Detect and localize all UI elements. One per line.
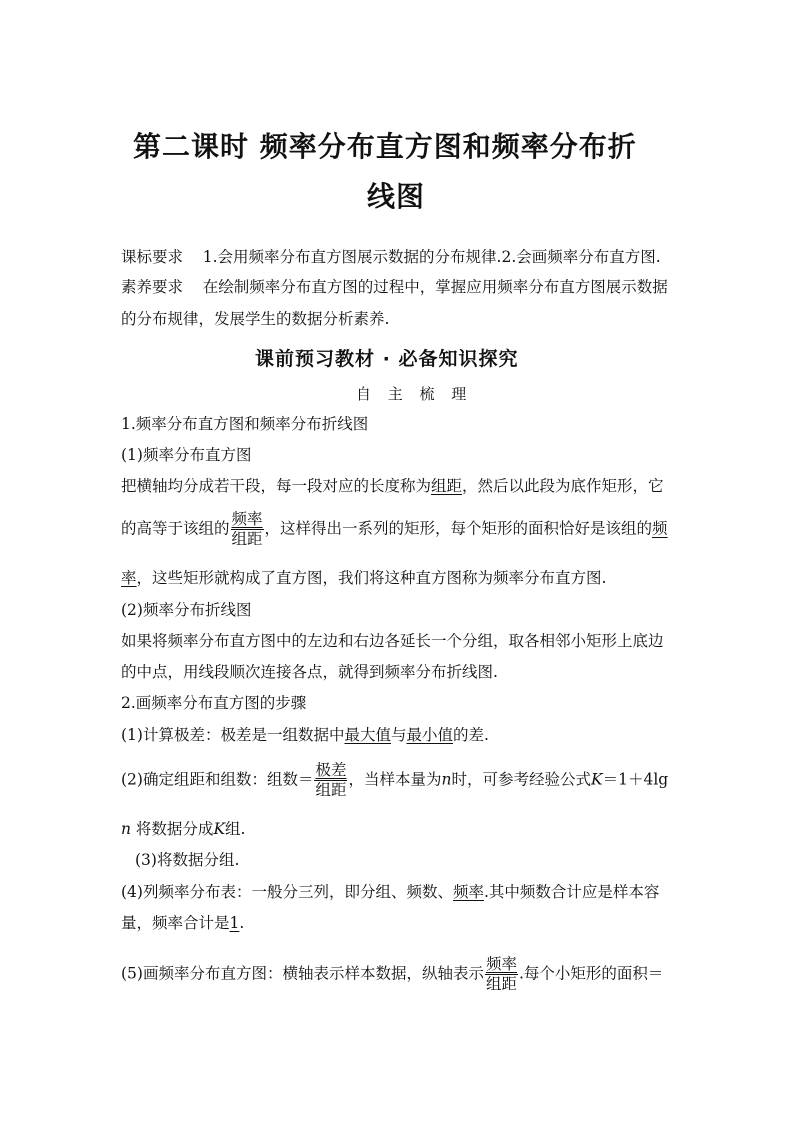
requirement-line-1 <box>121 247 661 267</box>
text-span: 的差. <box>453 726 489 744</box>
answer-blank: 1 <box>229 914 240 932</box>
s1-paragraph-line-2 <box>121 510 668 549</box>
fraction-denominator: 组距 <box>485 975 517 993</box>
text-span: 的高等于该组的 <box>121 519 230 538</box>
page-title-line1: 第二课时 频率分布直方图和频率分布折 <box>133 130 637 163</box>
fraction-freq-over-width <box>485 955 518 994</box>
variable-k: K <box>213 820 226 838</box>
text-span: 组. <box>225 820 246 838</box>
text-span: ，这样得出一系列的矩形，每个矩形的面积恰好是该组的 <box>264 519 653 538</box>
text-span: . <box>239 914 245 932</box>
text-span: .每个小矩形的面积＝ <box>518 964 664 983</box>
s2-step-2 <box>121 761 668 800</box>
answer-blank: 组距 <box>431 477 463 495</box>
fraction-denominator: 组距 <box>231 530 263 548</box>
s2-step-4-cont <box>121 913 244 933</box>
requirement-text: 1.会用频率分布直方图展示数据的分布规律.2.会画频率分布直方图. <box>202 248 661 266</box>
variable-n: n <box>121 820 131 838</box>
page-title-line2: 线图 <box>367 180 426 213</box>
variable-k: K <box>591 770 603 789</box>
text-span: 把横轴均分成若干段，每一段对应的长度称为 <box>121 477 432 495</box>
s1-paragraph-line-1 <box>121 476 664 496</box>
text-span: ，当样本量为 <box>348 770 442 789</box>
literacy-line-1 <box>121 277 668 297</box>
fraction-numerator: 频率 <box>485 955 517 973</box>
fraction-numerator: 频率 <box>231 510 263 528</box>
s2-step-2-cont <box>121 819 245 839</box>
fraction-freq-over-width <box>231 510 264 549</box>
section-title: 课前预习教材 · 必备知识探究 <box>255 348 519 370</box>
answer-blank: 最大值 <box>344 726 391 744</box>
subsection-title: 自 主 梳 理 <box>356 385 473 403</box>
requirement-label: 课标要求 <box>121 248 184 266</box>
answer-blank: 频 <box>652 519 668 538</box>
text-span: 时，可参考经验公式 <box>451 770 591 789</box>
literacy-text: 在绘制频率分布直方图的过程中，掌握应用频率分布直方图展示数据 <box>202 278 668 296</box>
text-span: ，这些矩形就构成了直方图，我们将这种直方图称为频率分布直方图. <box>136 569 607 587</box>
text-span: 将数据分成 <box>135 820 214 838</box>
s1-subheading-polyline: (2)频率分布折线图 <box>121 601 252 619</box>
text-span: 与 <box>390 726 407 744</box>
text-span: (2)确定组距和组数：组数＝ <box>121 770 314 789</box>
fraction-range-over-width <box>314 761 347 800</box>
s1-paragraph-line-4: 如果将频率分布直方图中的左边和右边各延长一个分组，取各相邻小矩形上底边 <box>121 632 664 650</box>
s1-paragraph-line-5: 的中点，用线段顺次连接各点，就得到频率分布折线图. <box>121 663 498 681</box>
text-span: ，然后以此段为底作矩形，它 <box>462 477 664 495</box>
s2-heading: 2.画频率分布直方图的步骤 <box>121 694 307 712</box>
fraction-numerator: 极差 <box>315 761 347 779</box>
answer-blank: 最小值 <box>406 726 454 744</box>
variable-n: n <box>441 770 452 789</box>
s2-step-4 <box>121 882 659 902</box>
s2-step-1 <box>121 725 489 745</box>
literacy-line-2: 的分布规律，发展学生的数据分析素养. <box>121 310 390 328</box>
text-span: (5)画频率分布直方图：横轴表示样本数据，纵轴表示 <box>121 964 484 983</box>
text-span: (4)列频率分布表：一般分三列，即分组、频数、 <box>121 883 453 901</box>
text-span: .其中频数合计应是样本容 <box>483 883 660 901</box>
literacy-label: 素养要求 <box>121 278 184 296</box>
text-span: 量，频率合计是 <box>121 914 230 932</box>
answer-blank: 频率 <box>452 883 484 901</box>
s2-step-5 <box>121 955 663 994</box>
text-span: (1)计算极差：极差是一组数据中 <box>121 726 345 744</box>
text-span: ＝1＋4lg <box>602 770 669 789</box>
s2-step-3: (3)将数据分组. <box>135 851 240 869</box>
fraction-denominator: 组距 <box>315 781 347 799</box>
s1-subheading-histogram: (1)频率分布直方图 <box>121 446 252 464</box>
s1-paragraph-line-3 <box>121 568 606 588</box>
answer-blank: 率 <box>121 569 137 587</box>
s1-heading: 1.频率分布直方图和频率分布折线图 <box>121 415 369 433</box>
